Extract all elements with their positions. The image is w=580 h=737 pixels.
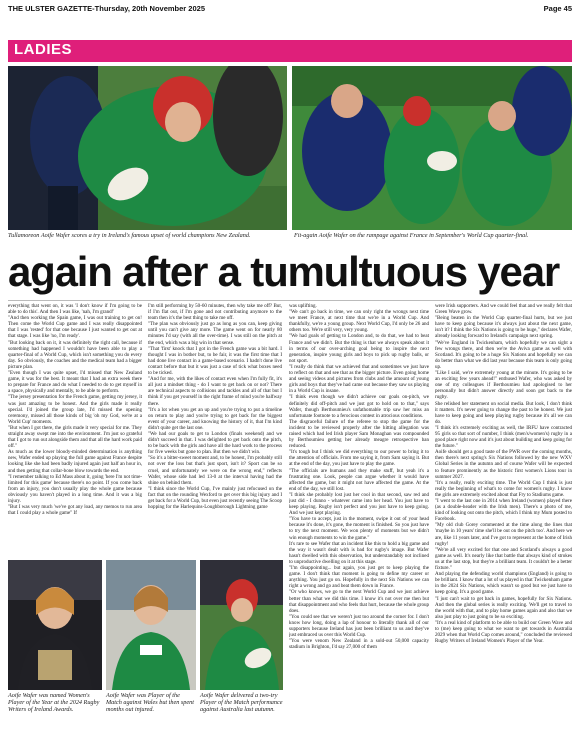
article-paragraph: "You have to accept, just in the moment, swipe it out of your head because it's done, it's gone, the moment is finished. So you just have to try the next moment. We won plenty of moments but we didn't win enough moments to win the game.": [289, 516, 429, 541]
photo-try-scoring: [8, 66, 287, 230]
photo-france-quarter-final: [292, 66, 572, 230]
article-paragraph: "We're all very excited for that one and Scotland's always a good game as well. It's nearly like that battle that always kind of strokes us at the last stop, but they're a brilliant team. It couldn't be a better fixture.": [435, 546, 572, 572]
article-paragraph: "We can't go back in time, we can only right the wrongs next time we meet France, at next time that we're in a World Cup. And thankfully, we're a young group. Next World Cup, I'd only be 26 and others too. We're still very, very young.: [289, 309, 429, 334]
headline: again after a tumultuous year: [8, 248, 560, 295]
section-title: LADIES: [14, 41, 73, 58]
article-paragraph: "Or who knows, we go to the next World Cup and we just achieve better than what we did this time. I know it's not over me then but that disappointment and who feels that hurt, because the whole group does.: [289, 589, 429, 614]
article-paragraph: "I think she probably lost just her cool in that second, saw red and just did - I dunno - whatever came into her head. You just have to keep playing. Rugby isn't perfect and you just have to keep going. And we just kept playing.: [289, 491, 429, 517]
article-paragraph: She relished her statement on social media. But look, I don't think it matters. It's never going to change the past to be honest. We just have to keep going and keep playing rugby because it's all we can do.: [435, 400, 572, 425]
caption-player-of-year: Aoife Wafer was named Women's Player of the Year at the 2024 Rugby Writers of Ireland Awards.: [8, 692, 100, 713]
article-paragraph: The disgraceful failure of the referee to stop the game for the incident to be reviewed properly after the hitting allegation was raised which had led Irish player Sam Monaghan was compounded by Berthoumieu getting her already meagre retrospective ban reduced.: [289, 418, 429, 450]
photo-player-of-year-illustration: [8, 560, 102, 690]
caption-wales-match: Aoife Wafer was Player of the Match against Wales but then spent months out injured.: [106, 692, 194, 713]
photo-australia-match: [200, 560, 283, 690]
article-paragraph: "The jersey presentation for the French game, getting my jersey, it was just amazing to be honest. And the girls made it really special. I'd joined the group late, I'd missed the opening ceremony, missed all those kinds of big 'oh my God, we're at a World Cup' moments.: [8, 394, 142, 425]
article-paragraph: "The plan was obviously just go as long as you can, keep giving until you can't give any more. The game went on for nearly 80 minutes I'd say (with all the over-time). I was still on the pitch at the end, which was a big win in that sense.: [148, 321, 282, 346]
article-paragraph: And playing the defending world champions (England) is going to be brilliant. I know that a lot of us played in that Twickenham game in the 2024 Six Nations, which wasn't so good but we just have to keep going. It's a good game.: [435, 571, 572, 596]
photo-player-of-year: [8, 560, 102, 690]
section-bar: [8, 40, 572, 62]
page-masthead: [8, 3, 572, 15]
article-paragraph: "I think since the World Cup, I've mainly just refocused on the fact that on the rounding Wexford to get over this big injury and I get back for a World Cup, but even just recently seeing The Scoop hopping for the Harlequins-Loughborough Lightning game: [148, 485, 282, 511]
page-number: Page 45: [543, 4, 572, 13]
article-paragraph: "I went to the last one in 2014 when Ireland (women) played there (as a double-header with the Irish men). There's a photo of me, kind of looking out onto the pitch, which I think my Mum posted to Facebook.: [435, 498, 572, 523]
article-paragraph: "I really do think that we achieved that and sometimes we just have to reflect on that and see that as the bigger picture. Even going home and seeing videos and pictures from clubs and the amount of young girls and boys that they've had came out because they saw us playing in a World Cup is insane.: [289, 363, 429, 395]
article-paragraph: "And then working the Spain game, I was out training to get on! Then come the World Cup game and I was really disappointed that I was 'rested' for that one because I just wanted to get out at that stage. I was like 'no, I'm ready'.: [8, 315, 142, 340]
article-paragraph: "Being beaten in the World Cup quarter-final hurts, but we just have to keep going because it's always just about the next game, isn't it? I think the Six Nations is going to be huge," declares Wafer, already looking forward to Ireland's campaign next spring.: [435, 315, 572, 340]
article-paragraph: "It's a real kind of platform to be able to build our Green Wave and to (me) keep going to what we want to get towards in Australia 2029 when that World Cup comes around," concluded the reviewed Rugby Writers of Ireland Women's Player of the Year.: [435, 619, 572, 645]
photo-wales-match-illustration: [106, 560, 196, 690]
article-paragraph: was uplifting.: [289, 303, 317, 309]
article-paragraph: "That 'first' knock that I got in the French game was a bit hard. I thought I was in bother but, to be fair, it was the first time that I had done live contact in a game-based scenario. I hadn't done live contact before that but it was just a case of tick what boxes need to be ticked.: [148, 345, 282, 377]
article-paragraph: "We've England in Twickenham, which hopefully we can sight a few wrongs there, and then we're the Aviva game as well with Scotland. It's going to be a huge Six Nations and hopefully we can do better than what we did last year because this team is only going up.: [435, 339, 572, 370]
headline-rule: [8, 300, 572, 301]
article-paragraph: "I just can't wait to get back in games, hopefully for Six Nations. And then the global series is really exciting. We'll get to travel to the world with that, and to play home games again and also that we also just play to just going to be so exciting.: [435, 595, 572, 620]
article-paragraph: "I'm disappointing... but again, you just get to keep playing the game. I don't think that moment is going to define my career or anything. You just go on. Hopefully in the next Six Nations we can right a wrong and go and beat them down in France.: [289, 565, 429, 590]
article-column-4: [435, 303, 572, 729]
article-paragraph: As much as the lower bloody-minded determination is anything new, Wafer ended up playing the full game against France despite looking like she had been badly injured again just half an hour in, and then getting that collar-bone blow towards the end.: [8, 449, 142, 474]
article-paragraph: "We had our goals to get to London (finals weekend) and we didn't succeed in that. I was delighted to get back onto the pitch, to be back with the girls and have all the hard work to the process for five weeks but gone to plan. But then we didn't win.: [148, 430, 282, 456]
article-paragraph: "Like I said, we're extremely young at the minute. It's going to be an exciting few years ahead!" enthused Wafer, who was asked by one of my colleagues if Berthoumieu had apologised to her personally but didn't answer directly and soon got back to the rugby.: [435, 370, 572, 401]
caption-australia-match: Aoife Wafer delivered a two-try Player of the Match performance against Australia last autumn.: [200, 692, 283, 713]
article-paragraph: I'm still performing by 50-60 minutes, then why take me off? But, if I'm flat out, if I'm gone and not contributing anymore to the team then it's the best thing to take me off.: [148, 303, 282, 322]
article-paragraph: "I think it's extremely exciting as well, the IRFU have contracted 95 girls so that sort of number, I think (men's/women's) rugby in a good place right now and it's just about building and keep going for the future.": [435, 424, 572, 450]
article-paragraph: "So it's a bitter-sweet moment and, to be honest, I'm probably still not over the loss but that's just sport, isn't it? Sport can be so cruel, and unfortunately we were on the wrong end," reflects Wafer, whose side had led 13-0 at the interval having had the shine on behind them.: [148, 455, 282, 486]
photo-australia-match-illustration: [200, 560, 283, 690]
article-paragraph: "But looking back on it, it was definitely the right call, because if something had happened I wouldn't have been able to play a quarter-final of a World Cup, which isn't something you do every day. So obviously, the coaches and the medical team had a bigger picture plan.: [8, 339, 142, 370]
article-paragraph: were Irish supporters. And we could feel that and we really felt that Green Wave grow.: [435, 303, 572, 316]
photo-france-quarter-final-illustration: [292, 66, 572, 230]
article-paragraph: "I think even though we didn't achieve our goals on-pitch, we definitely did off-pitch and we just got to hold on to that," says Wafer, though Berthoumieu's unfathomable trip saw her miss an unfortunate footnote to a ferocious contest in atrocious conditions.: [289, 394, 429, 419]
caption-top-left: Tullamoreon Aoife Wafer scores a try in Ireland's famous upset of world champions New Zealand.: [8, 232, 251, 239]
article-paragraph: "We had goals of getting to London and, to do that, we had to beat France and we didn't. But the thing is that we always speak about it in terms of our over-arching goal being to inspire the next generation, inspire young girls and boys to pick up rugby balls, or not sport.: [289, 333, 429, 364]
article-paragraph: "And for me, with the likes of contact even when I'm fully fit, it's all just a mindset thing - do I want to get back on or not? There are technical aspects to collisions and tackles and all of that but I think if you get yourself in the right frame of mind you're halfway there.: [148, 376, 282, 407]
article-column-1: [8, 303, 142, 555]
article-paragraph: "I remember talking to Ed Mass about it, going 'here I'm not time-limited for this game' because there's no point. If you come back from an injury, you don't usually play the whole game because obviously you haven't played in a long time. And it was a big injury.: [8, 473, 142, 504]
article-paragraph: "The officials are humans and they make stuff, but yeah it's a frustrating one. Look, people can argue whether it would have affected the game, but it might not have affected the game. At the end of the day, we still lost.: [289, 467, 429, 492]
article-paragraph: "But when I got there, the girls made it very special for me. They straight away swept me into the environment. I'm just so grateful that I got to run out alongside them and that all the hard work paid off.": [8, 424, 142, 450]
article-paragraph: everything that went on, it was 'I don't know if I'm going to be able to do this'. And then I was like, 'nah, I'm grand!': [8, 303, 142, 316]
article-column-3: [289, 303, 429, 729]
article-paragraph: "You were venom New Zealand in a sold-out 50,000 capacity stadium in Brighton, I'd say 27,000 of them: [289, 638, 429, 651]
article-paragraph: Aoife should get a good taste of the PWR over the coming months, then there's next spring's Six Nations followed by the new WXV Global Series in the autumn and of course Wafer will be expected to feature prominently as the historic first women's Lions tour in summer 2027.: [435, 449, 572, 480]
article-paragraph: "It's a lot when you get an up and you're trying to put a timeline on return to play and you're trying to get back for the biggest event of your career, and knowing the history of it, that I'm kind didn't quite get the last one.: [148, 406, 282, 431]
article-paragraph: "But I was very much 'we've got any load, any memos to run area that I could play a whole game" If: [8, 504, 142, 517]
masthead-title: THE ULSTER GAZETTE-Thursday, 20th November 2025: [8, 4, 205, 13]
article-paragraph: It's rare to see Wafer that an incident like this to hold a big game and the way it wasn't dealt with is bad for rugby's image. But Wafer hasn't dwelled with this observation, but understandably not inclined to unproductive dwelling on it at this stage.: [289, 540, 429, 565]
caption-top-right: Fit-again Aoife Wafer on the rampage against France in September's World Cup quarter-final.: [294, 232, 529, 239]
photo-try-scoring-illustration: [8, 66, 287, 230]
article-paragraph: "Even though I was quite upset, I'd missed that New Zealand game, it was for the best. It meant that I had an extra week there to prepare for France and do what I needed to do to get myself in a space, physically and mentally, to be able to perform.: [8, 370, 142, 395]
photo-wales-match: [106, 560, 196, 690]
article-paragraph: "You could see that we weren't just too around the corner for. I don't know how long, doing a lap of honour to literally thank all of our supporters because Ireland has just been brilliant to us and they've just embraced us over this World Cup.: [289, 613, 429, 639]
article-paragraph: "It's a really, really exciting time. The World Cup I think is just really the beginning of what's to come for women's rugby. I know the girls are extremely excited about that Fry to Stadiums game.: [435, 479, 572, 498]
article-paragraph: "It's tough but I think we did everything to our power to bring it to the attention of officials. From me saying it, from Sam saying it. But at the end of the day, you just have to play the game.: [289, 449, 429, 468]
article-paragraph: "My old club Gorey commented at the time along the lines that 'maybe in 10 years' time she'll be out on the pitch too'. And here we are, like 11 years later, and I've got to represent at the home of Irish rugby!: [435, 522, 572, 547]
